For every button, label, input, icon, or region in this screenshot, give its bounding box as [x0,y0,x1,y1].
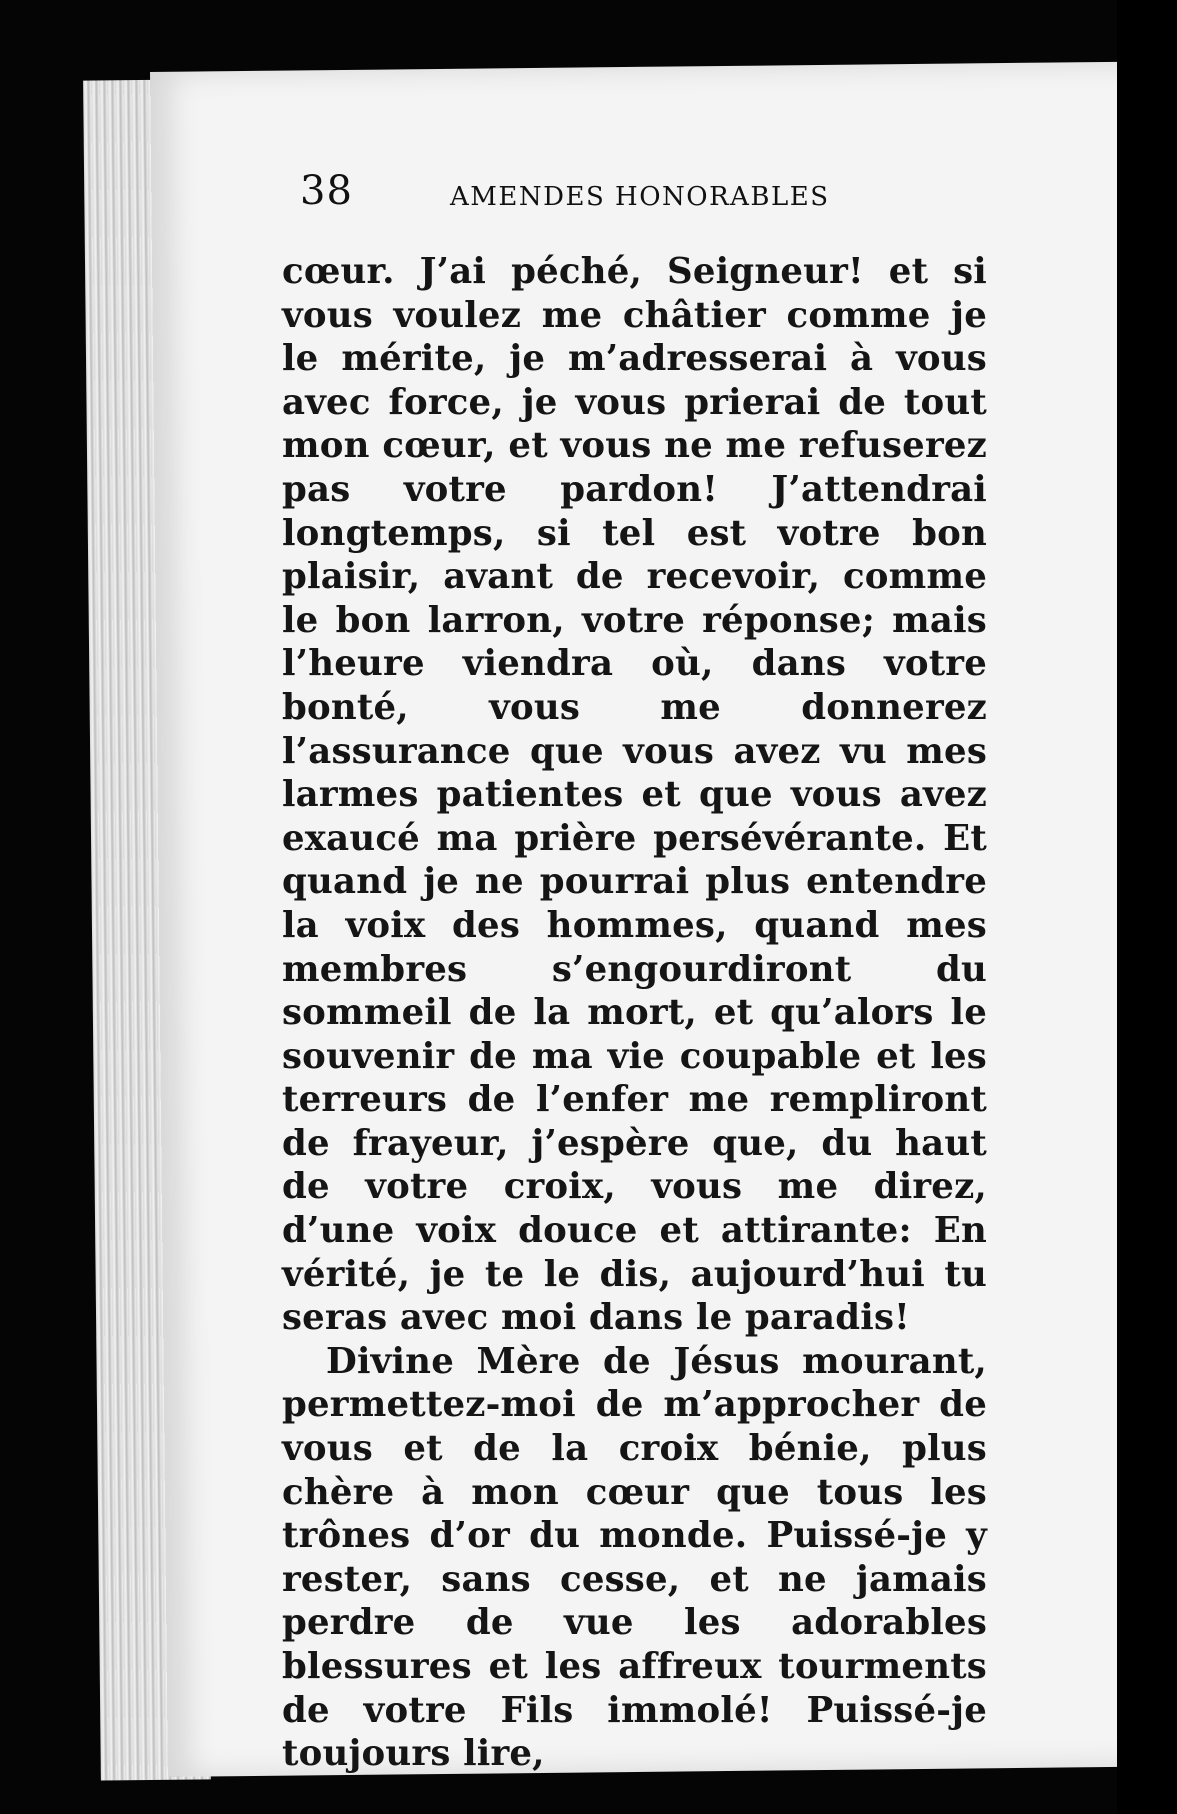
paragraph-2: Divine Mère de Jésus mourant, permettez-moi de m’approcher de vous et de la croix bénie, plus chère à mon cœur que tous les trônes d’or du monde. Puissé-je y rester, sans cesse, et ne jamais perdre de vue les adorables blessures et les affreux tourments de votre Fils immolé! Puissé-je toujours lire, [282,1340,987,1775]
paragraph-1: cœur. J’ai péché, Seigneur! et si vous voulez me châtier comme je le mérite, je m’adresserai à vous avec force, je vous prierai de tout mon cœur, et vous ne me refuserez pas votre pardon! J’attendrai longtemps, si tel est votre bon plaisir, avant de recevoir, comme le bon larron, votre réponse; mais l’heure viendra où, dans votre bonté, vous me donnerez l’assurance que vous avez vu mes larmes patientes et que vous avez exaucé ma prière persévérante. Et quand je ne pourrai plus entendre la voix des hommes, quand mes membres s’engourdiront du sommeil de la mort, et qu’alors le souvenir de ma vie coupable et les terreurs de l’enfer me rempliront de frayeur, j’espère que, du haut de votre croix, vous me direz, d’une voix douce et attirante: En vérité, je te le dis, aujourd’hui tu seras avec moi dans le paradis! [282,251,987,1339]
running-title: AMENDES HONORABLES [450,182,830,212]
body-text [282,250,987,1776]
right-dark-margin [1117,0,1177,1814]
page-number: 38 [300,168,353,214]
